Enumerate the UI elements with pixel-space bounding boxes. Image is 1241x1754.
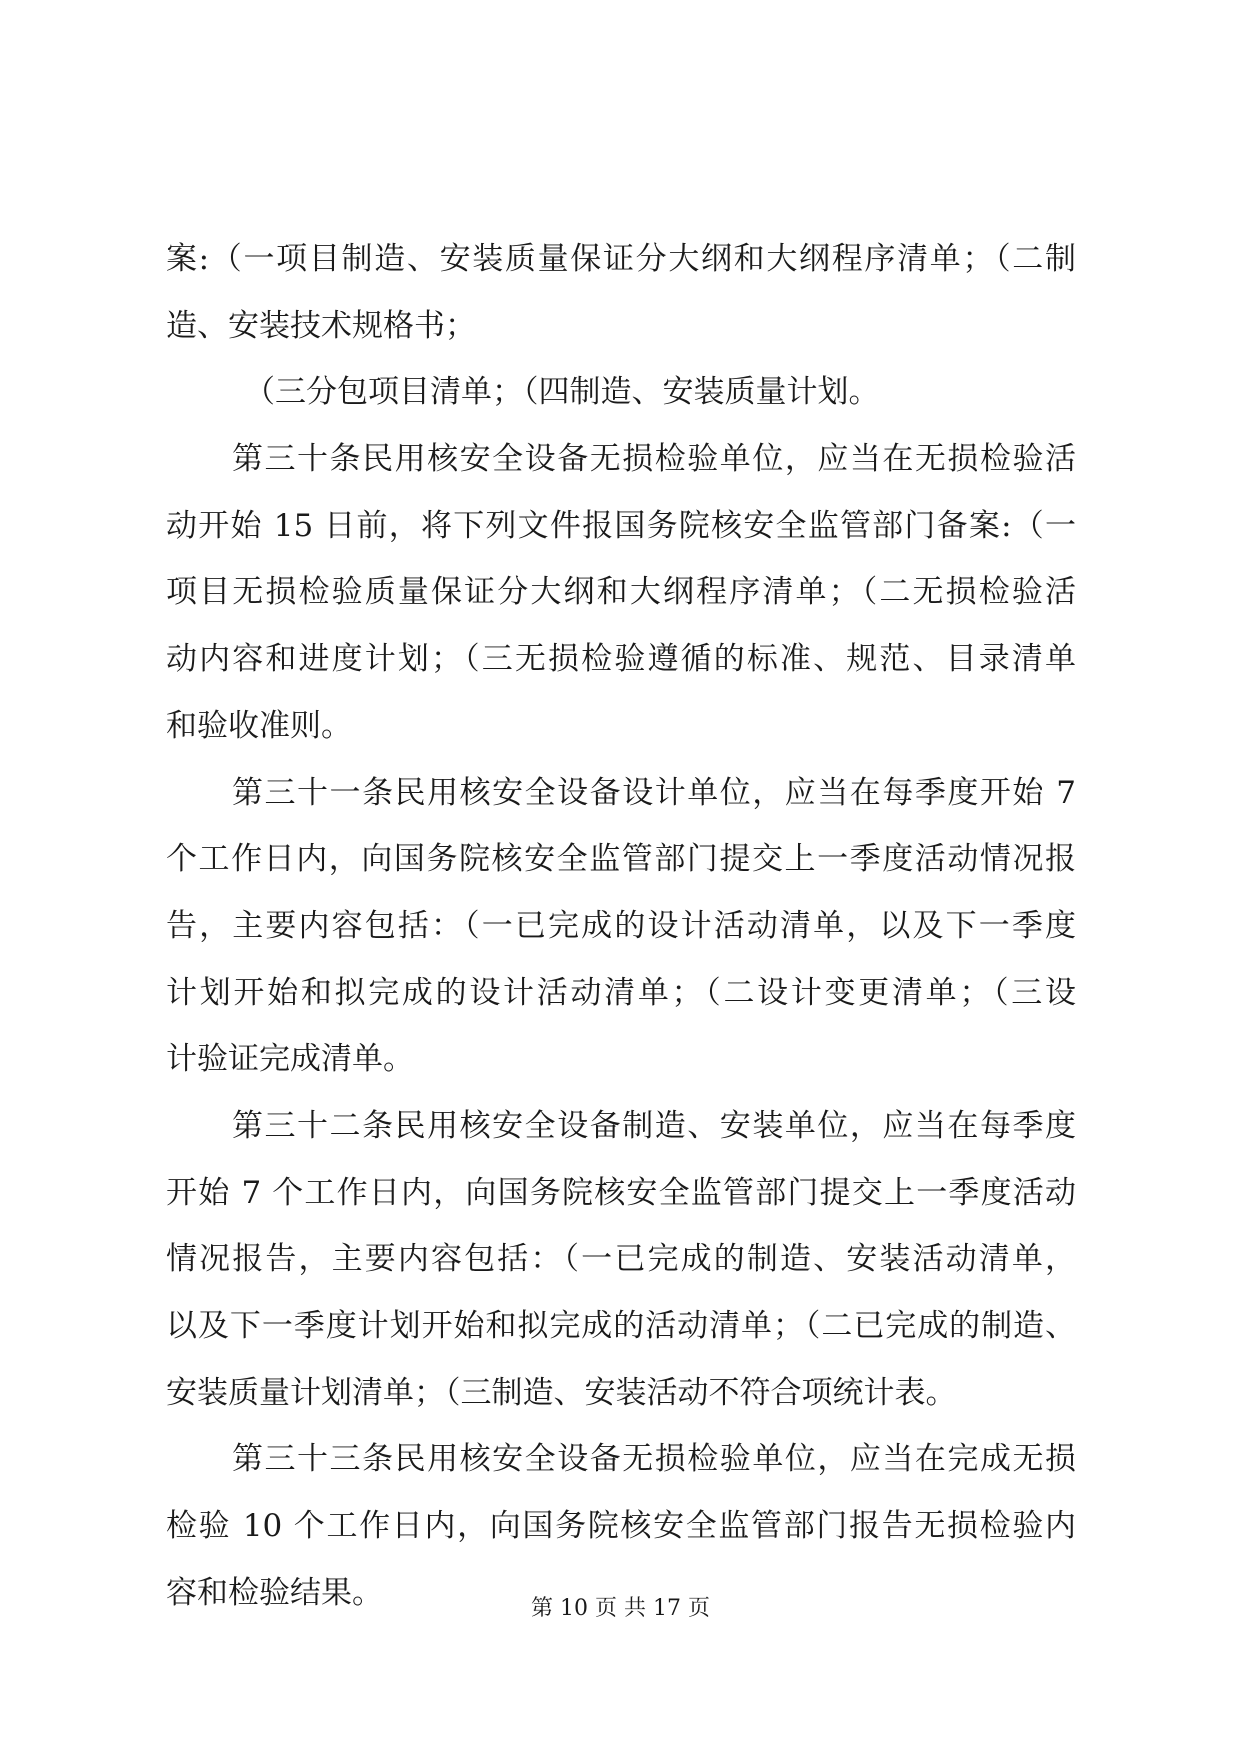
text-line: 第三十一条民用核安全设备设计单位，应当在每季度开始 7 xyxy=(232,774,1076,811)
text-line: 情况报告，主要内容包括：（一已完成的制造、安装活动清单， xyxy=(166,1241,1076,1278)
text-line: 以及下一季度计划开始和拟完成的活动清单；（二已完成的制造、 xyxy=(166,1308,1076,1344)
text-line: 项目无损检验质量保证分大纲和大纲程序清单；（二无损检验活 xyxy=(166,574,1076,611)
text-line: 和验收准则。 xyxy=(166,707,352,744)
text-line: 计划开始和拟完成的设计活动清单；（二设计变更清单；（三设 xyxy=(166,974,1076,1011)
text-line: 计验证完成清单。 xyxy=(166,1041,414,1078)
text-line: 个工作日内，向国务院核安全监管部门提交上一季度活动情况报 xyxy=(166,841,1076,878)
text-line: 第三十三条民用核安全设备无损检验单位，应当在完成无损 xyxy=(232,1441,1076,1478)
text-line: 案:（一项目制造、安装质量保证分大纲和大纲程序清单；（二制 xyxy=(166,241,1076,277)
text-line: （三分包项目清单；（四制造、安装质量计划。 xyxy=(244,374,880,411)
page-number-footer: 第 10 页 共 17 页 xyxy=(531,1596,710,1621)
text-line: 开始 7 个工作日内，向国务院核安全监管部门提交上一季度活动 xyxy=(166,1174,1076,1211)
text-line: 容和检验结果。 xyxy=(166,1574,383,1611)
text-line: 第三十二条民用核安全设备制造、安装单位，应当在每季度 xyxy=(232,1107,1076,1144)
text-line: 检验 10 个工作日内，向国务院核安全监管部门报告无损检验内 xyxy=(166,1508,1076,1545)
text-line: 告，主要内容包括：（一已完成的设计活动清单，以及下一季度 xyxy=(166,907,1076,944)
text-line: 动内容和进度计划；（三无损检验遵循的标准、规范、目录清单 xyxy=(166,641,1076,678)
text-line: 第三十条民用核安全设备无损检验单位，应当在无损检验活 xyxy=(232,441,1076,478)
text-line: 造、安装技术规格书； xyxy=(166,307,476,344)
text-line: 动开始 15 日前，将下列文件报国务院核安全监管部门备案:（一 xyxy=(166,507,1076,544)
body-text xyxy=(166,226,1076,1626)
text-line: 安装质量计划清单；（三制造、安装活动不符合项统计表。 xyxy=(166,1374,957,1411)
